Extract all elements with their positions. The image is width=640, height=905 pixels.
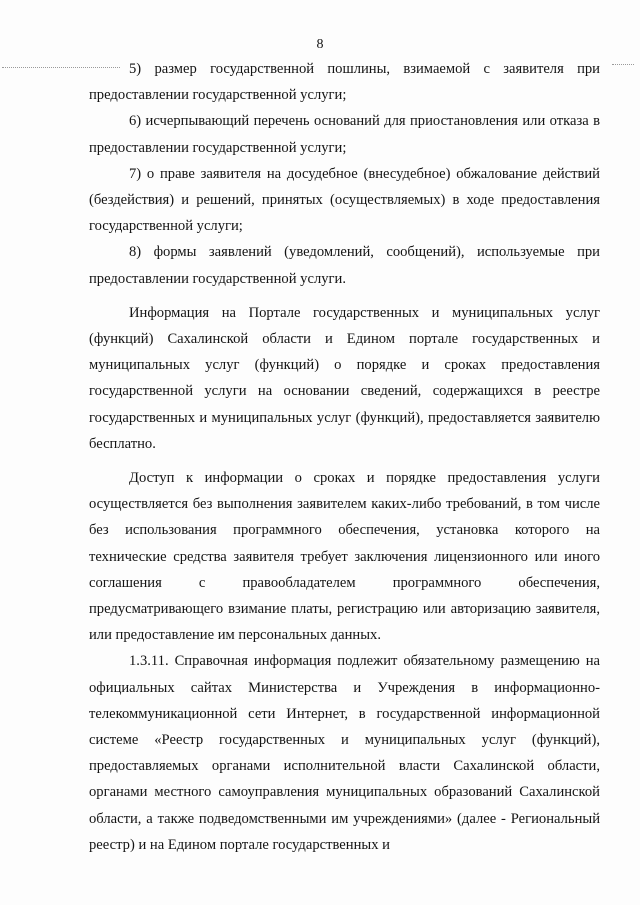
paragraph-access-info: Доступ к информации о сроках и порядке предоставления услуги осуществляется без выполнения заявителем каких-либо требований, в том числе без использования программного обеспечения, установка которого на технические средства заявителя требует заключения лицензионного или иного соглашения с правообладателем программного обеспечения, предусматривающего взимание платы, регистрацию или авторизацию заявителя, или предоставление им персональных данных. bbox=[89, 470, 600, 644]
paragraph-item-6: 6) исчерпывающий перечень оснований для приостановления или отказа в предоставлении государственной услуги; bbox=[89, 113, 600, 156]
page-number: 8 bbox=[316, 37, 324, 52]
paragraph-portal-info: Информация на Портале государственных и муниципальных услуг (функций) Сахалинской области и Едином портале государственных и муниципальных услуг (функций) о порядке и сроках предоставления государственной услуги на основании сведений, содержащихся в реестре государственных и муниципальных услуг (функций), предоставляется заявителю бесплатно. bbox=[89, 304, 600, 452]
scan-artifact-right bbox=[612, 64, 634, 65]
paragraph-item-8: 8) формы заявлений (уведомлений, сообщений), используемые при предоставлении государственной услуги. bbox=[89, 244, 600, 287]
document-body bbox=[89, 56, 600, 858]
paragraph-item-5: 5) размер государственной пошлины, взимаемой с заявителя при предоставлении государственной услуги; bbox=[89, 61, 600, 104]
paragraph-1-3-11: 1.3.11. Справочная информация подлежит обязательному размещению на официальных сайтах Министерства и Учреждения в информационно-телекоммуникационной сети Интернет, в государственной информационной системе «Реестр государственных и муниципальных услуг (функций), предоставляемых органами исполнительной власти Сахалинской области, органами местного самоуправления муниципальных образований Сахалинской области, а также подведомственными им учреждениями» (далее - Региональный реестр) и на Едином портале государственных и bbox=[89, 653, 600, 853]
paragraph-item-7: 7) о праве заявителя на досудебное (внесудебное) обжалование действий (бездействия) и решений, принятых (осуществляемых) в ходе предоставления государственной услуги; bbox=[89, 165, 600, 235]
